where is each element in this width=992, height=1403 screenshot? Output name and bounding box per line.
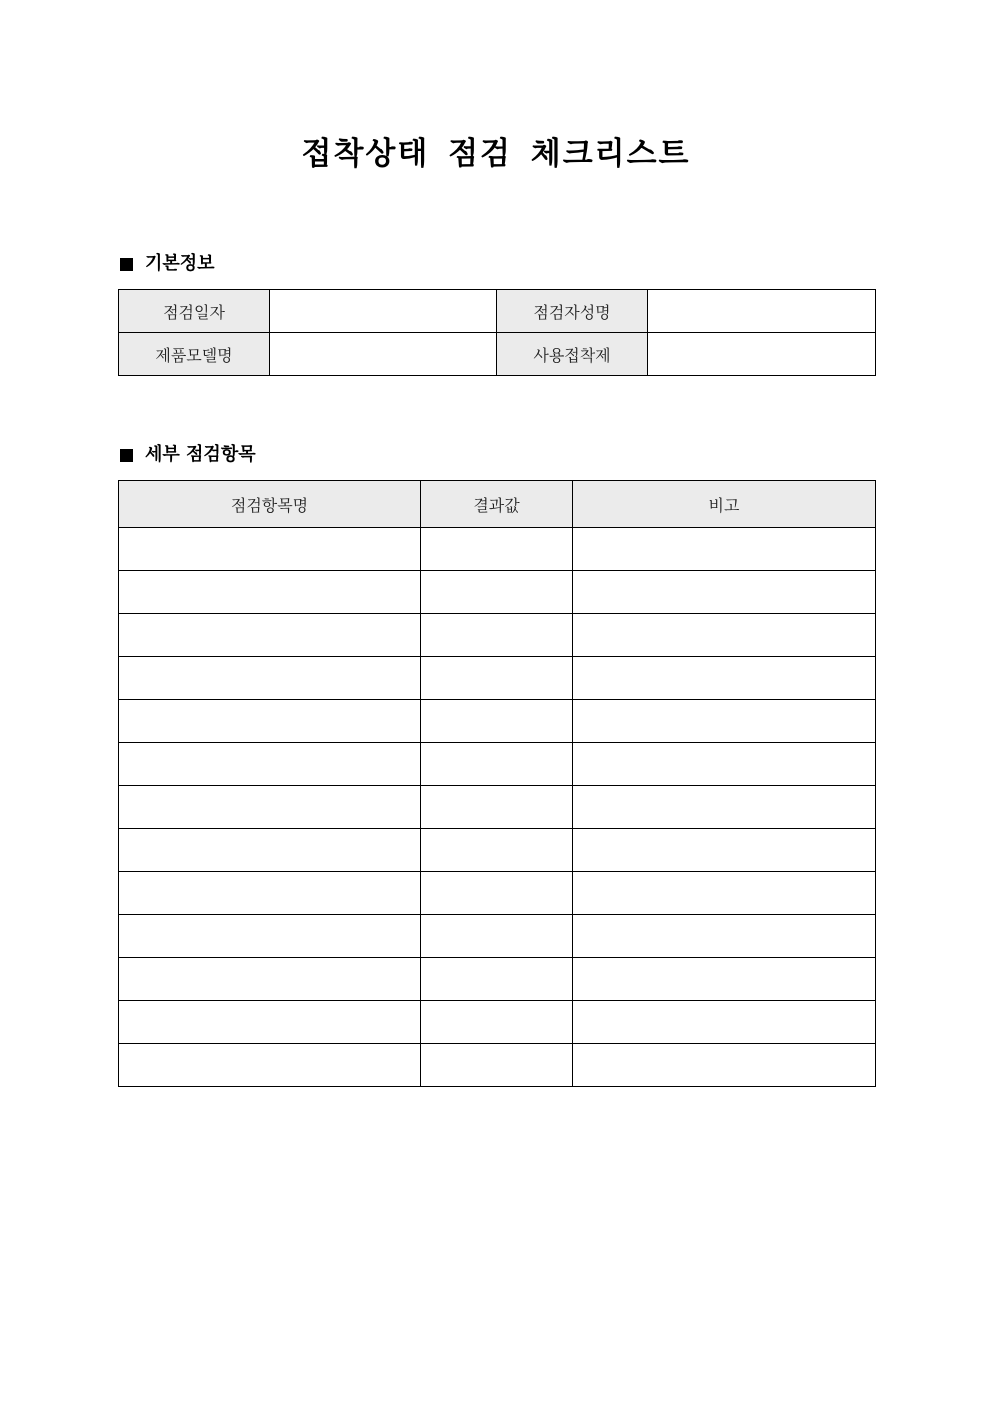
square-bullet-icon — [120, 258, 133, 271]
table-cell[interactable] — [573, 786, 876, 829]
table-cell[interactable] — [421, 829, 573, 872]
table-cell[interactable] — [573, 743, 876, 786]
table-cell[interactable] — [421, 700, 573, 743]
field-label: 제품모델명 — [119, 333, 270, 376]
square-bullet-icon — [120, 449, 133, 462]
table-row — [119, 657, 876, 700]
table-cell[interactable] — [421, 571, 573, 614]
table-cell[interactable] — [119, 657, 421, 700]
detail-items-table — [118, 480, 876, 1087]
table-cell[interactable] — [421, 1044, 573, 1087]
table-row — [119, 1001, 876, 1044]
basic-info-heading-label: 기본정보 — [145, 253, 215, 274]
table-cell[interactable] — [119, 872, 421, 915]
table-row — [119, 571, 876, 614]
table-cell[interactable] — [573, 614, 876, 657]
column-header: 비고 — [573, 481, 876, 528]
table-cell[interactable] — [119, 571, 421, 614]
table-cell[interactable] — [119, 786, 421, 829]
field-label: 점검일자 — [119, 290, 270, 333]
table-cell[interactable] — [119, 528, 421, 571]
table-cell[interactable] — [421, 657, 573, 700]
table-cell[interactable] — [421, 1001, 573, 1044]
table-cell[interactable] — [573, 1001, 876, 1044]
table-cell[interactable] — [573, 528, 876, 571]
basic-info-table — [118, 289, 876, 376]
table-row — [119, 915, 876, 958]
table-cell[interactable] — [421, 614, 573, 657]
table-row — [119, 958, 876, 1001]
basic-info-heading — [119, 251, 215, 277]
detail-items-heading-label: 세부 점검항목 — [145, 444, 256, 465]
table-cell[interactable] — [573, 958, 876, 1001]
field-label: 사용접착제 — [497, 333, 648, 376]
basic-info-row — [119, 290, 876, 333]
table-row — [119, 743, 876, 786]
table-row — [119, 528, 876, 571]
table-cell[interactable] — [573, 571, 876, 614]
table-row — [119, 872, 876, 915]
column-header: 점검항목명 — [119, 481, 421, 528]
table-cell[interactable] — [573, 872, 876, 915]
table-cell[interactable] — [119, 1044, 421, 1087]
table-cell[interactable] — [421, 786, 573, 829]
table-cell[interactable] — [421, 915, 573, 958]
column-header: 결과값 — [421, 481, 573, 528]
table-cell[interactable] — [119, 958, 421, 1001]
table-cell[interactable] — [573, 1044, 876, 1087]
field-value[interactable] — [648, 333, 876, 376]
table-cell[interactable] — [119, 743, 421, 786]
table-row — [119, 700, 876, 743]
page-title: 접착상태 점검 체크리스트 — [301, 136, 691, 172]
table-cell[interactable] — [573, 915, 876, 958]
table-cell[interactable] — [573, 829, 876, 872]
table-row — [119, 1044, 876, 1087]
basic-info-row — [119, 333, 876, 376]
table-cell[interactable] — [119, 1001, 421, 1044]
table-cell[interactable] — [119, 915, 421, 958]
table-cell[interactable] — [573, 700, 876, 743]
table-header-row — [119, 481, 876, 528]
table-cell[interactable] — [119, 829, 421, 872]
table-row — [119, 614, 876, 657]
table-cell[interactable] — [421, 743, 573, 786]
table-cell[interactable] — [119, 614, 421, 657]
field-value[interactable] — [648, 290, 876, 333]
detail-items-heading — [119, 442, 256, 468]
table-row — [119, 829, 876, 872]
field-value[interactable] — [270, 290, 497, 333]
table-cell[interactable] — [119, 700, 421, 743]
table-row — [119, 786, 876, 829]
table-cell[interactable] — [421, 958, 573, 1001]
field-value[interactable] — [270, 333, 497, 376]
table-cell[interactable] — [573, 657, 876, 700]
field-label: 점검자성명 — [497, 290, 648, 333]
table-cell[interactable] — [421, 528, 573, 571]
table-cell[interactable] — [421, 872, 573, 915]
